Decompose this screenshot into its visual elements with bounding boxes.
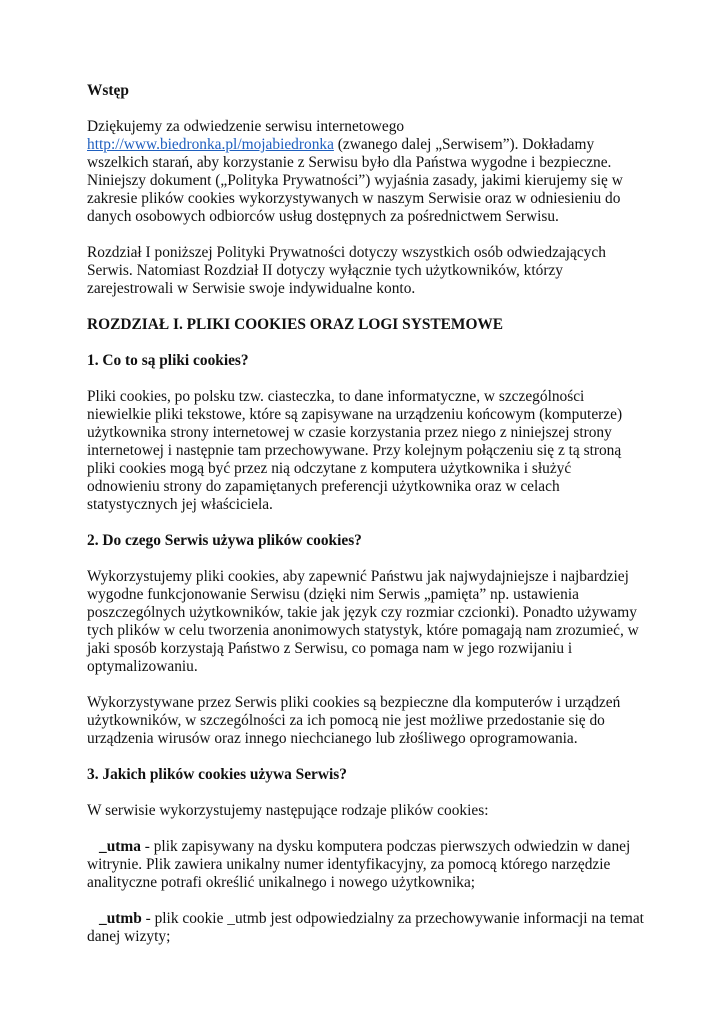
section-2-paragraph-1: Wykorzystujemy pliki cookies, aby zapewnić Państwu jak najwydajniejsze i najbardziej wygodne funkcjonowanie Serwisu (dzięki nim Serwis „pamięta” np. ustawienia poszczególnych użytkowników, takie jak język czy rozmiar czcionki). Ponadto używamy tych plików w celu tworzenia anonimowych statystyk, które pomagają nam zrozumieć, w jaki sposób korzystają Państwo z Serwisu, co pomaga nam w jego rozwijaniu i optymalizowaniu. xyxy=(87,568,639,675)
intro-paragraph-1-rest: (zwanego dalej „Serwisem”). Dokładamy wszelkich starań, aby korzystanie z Serwisu było dla Państwa wygodne i bezpieczne. Niniejszy dokument („Polityka Prywatności”) wyjaśnia zasady, jakimi kierujemy się w zakresie plików cookies wykorzystywanych w naszym Serwisie oraz w odniesieniu do danych osobowych odbiorców usług dostępnych za pośrednictwem Serwisu. xyxy=(87,136,623,225)
intro-paragraph-1-lead: Dziękujemy za odwiedzenie serwisu internetowego xyxy=(87,118,405,135)
section-3-paragraph: W serwisie wykorzystujemy następujące rodzaje plików cookies: xyxy=(87,802,489,819)
section-1-heading: 1. Co to są pliki cookies? xyxy=(87,352,249,369)
intro-paragraph-2: Rozdział I poniższej Polityki Prywatności dotyczy wszystkich osób odwiedzających Serwis. Natomiast Rozdział II dotyczy wyłącznie tych użytkowników, którzy zarejestrowali w Serwisie swoje indywidualne konto. xyxy=(87,244,606,297)
cookie-utma-name: _utma xyxy=(99,838,141,855)
mojabiedronka-link[interactable]: http://www.biedronka.pl/mojabiedronka xyxy=(87,136,334,153)
cookie-utma-description: - plik zapisywany na dysku komputera podczas pierwszych odwiedzin w danej witrynie. Plik zawiera unikalny numer identyfikacyjny, za pomocą którego narzędzie analityczne potrafi określić unikalnego i nowego użytkownika; xyxy=(87,838,631,891)
cookie-utmb-item xyxy=(87,910,647,946)
chapter-1-title: ROZDZIAŁ I. PLIKI COOKIES ORAZ LOGI SYSTEMOWE xyxy=(87,316,504,333)
cookie-utmb-name: _utmb xyxy=(99,910,142,927)
section-1-paragraph: Pliki cookies, po polsku tzw. ciasteczka, to dane informatyczne, w szczególności niewielkie pliki tekstowe, które są zapisywane na urządzeniu końcowym (komputerze) użytkownika strony internetowej w czasie korzystania przez niego z niniejszej strony internetowej i następnie tam przechowywane. Przy kolejnym połączeniu się z tą stroną pliki cookies mogą być przez nią odczytane z komputera użytkownika i służyć odnowieniu strony do zapamiętanych preferencji użytkownika oraz w celach statystycznych jej właściciela. xyxy=(87,388,623,513)
section-3-heading: 3. Jakich plików cookies używa Serwis? xyxy=(87,766,347,783)
intro-heading: Wstęp xyxy=(87,82,129,99)
intro-paragraph-1 xyxy=(87,118,647,226)
cookie-utmb-description: - plik cookie _utmb jest odpowiedzialny za przechowywanie informacji na temat danej wizyty; xyxy=(87,910,644,945)
cookie-utma-item xyxy=(87,838,647,892)
section-2-heading: 2. Do czego Serwis używa plików cookies? xyxy=(87,532,362,549)
document-page xyxy=(87,82,647,946)
section-2-paragraph-2: Wykorzystywane przez Serwis pliki cookies są bezpieczne dla komputerów i urządzeń użytkowników, w szczególności za ich pomocą nie jest możliwe przedostanie się do urządzenia wirusów oraz innego niechcianego lub złośliwego oprogramowania. xyxy=(87,694,621,747)
